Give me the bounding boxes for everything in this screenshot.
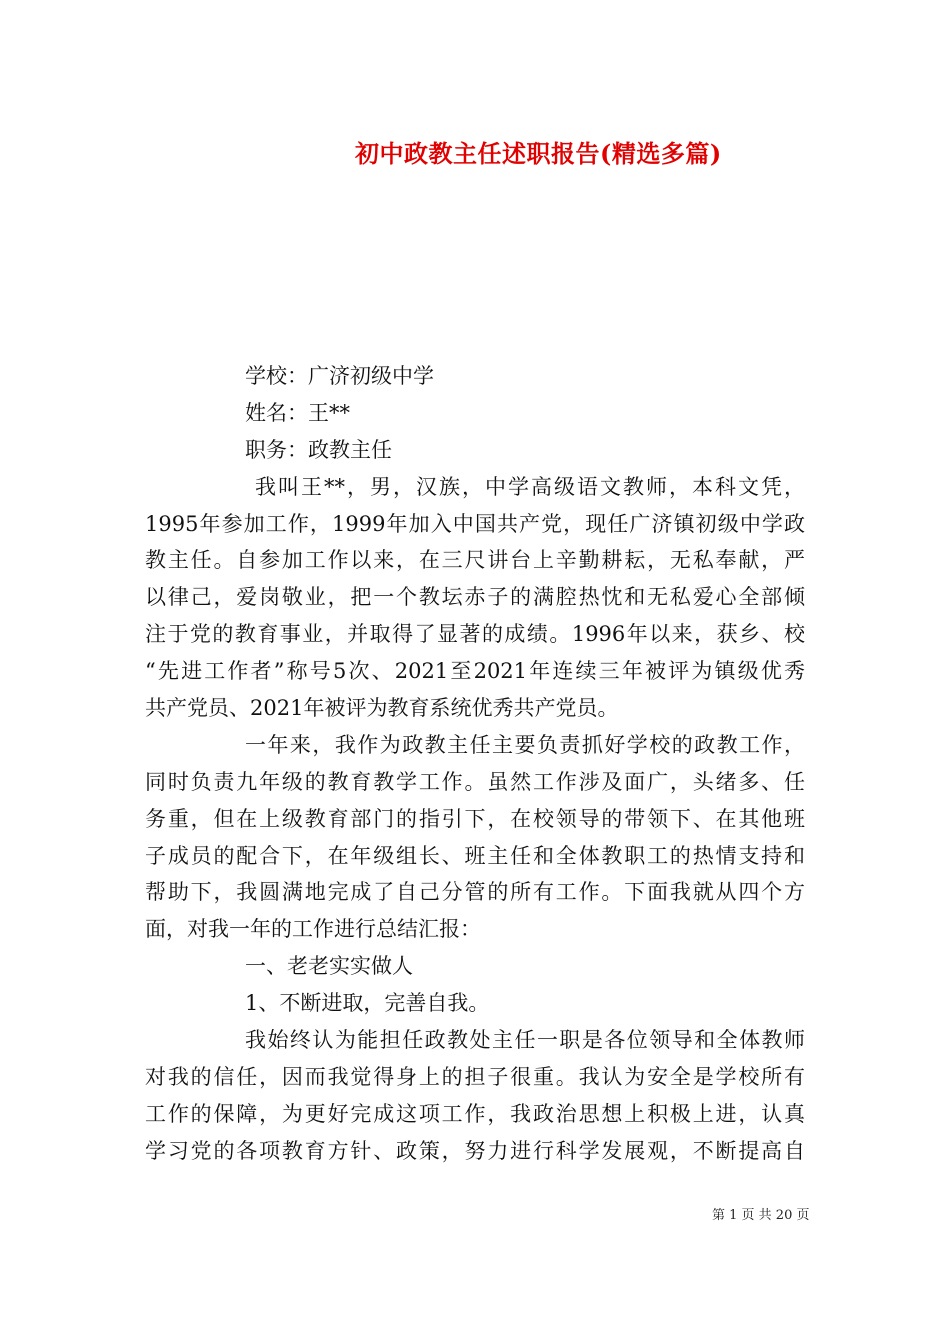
document-title: 初中政教主任述职报告(精选多篇) [355, 139, 722, 168]
text-line: 子成员的配合下，在年级组长、班主任和全体教职工的热情支持和 [145, 843, 805, 868]
page-number: 第 1 页 共 20 页 [712, 1208, 810, 1223]
text-line: 我叫王**，男，汉族，中学高级语文教师，本科文凭， [255, 474, 805, 499]
text-line: 一年来，我作为政教主任主要负责抓好学校的政教工作， [245, 732, 805, 757]
info-school: 学校：广济初级中学 [245, 364, 434, 388]
text-line: 教主任。自参加工作以来，在三尺讲台上辛勤耕耘，无私奉献，严 [145, 548, 805, 573]
document-body [145, 358, 805, 1170]
text-line: 同时负责九年级的教育教学工作。虽然工作涉及面广，头绪多、任 [145, 769, 805, 794]
text-line: 共产党员、2021年被评为教育系统优秀共产党员。 [145, 696, 619, 721]
text-line: 以律己，爱岗敬业，把一个教坛赤子的满腔热忱和无私爱心全部倾 [145, 585, 805, 610]
text-line: 1995年参加工作，1999年加入中国共产党，现任广济镇初级中学政 [145, 511, 805, 536]
text-line: 注于党的教育事业，并取得了显著的成绩。1996年以来，获乡、校 [145, 622, 805, 647]
text-line: 帮助下，我圆满地完成了自己分管的所有工作。下面我就从四个方 [145, 880, 805, 905]
text-line: 面，对我一年的工作进行总结汇报： [145, 917, 481, 942]
text-line: 1、不断进取，完善自我。 [245, 991, 490, 1016]
info-position: 职务：政教主任 [245, 437, 392, 462]
text-line: 学习党的各项教育方针、政策，努力进行科学发展观，不断提高自 [145, 1138, 805, 1163]
body-text [145, 469, 805, 1170]
text-line: 工作的保障，为更好完成这项工作，我政治思想上积极上进，认真 [145, 1101, 805, 1126]
text-line: 我始终认为能担任政教处主任一职是各位领导和全体教师 [245, 1028, 805, 1053]
text-line: 一、老老实实做人 [245, 954, 413, 979]
text-line: 对我的信任，因而我觉得身上的担子很重。我认为安全是学校所有 [145, 1064, 805, 1089]
text-line: “先进工作者”称号5次、2021至2021年连续三年被评为镇级优秀 [145, 659, 805, 684]
text-line: 务重，但在上级教育部门的指引下，在校领导的带领下、在其他班 [145, 806, 805, 831]
info-name: 姓名：王** [245, 400, 350, 425]
